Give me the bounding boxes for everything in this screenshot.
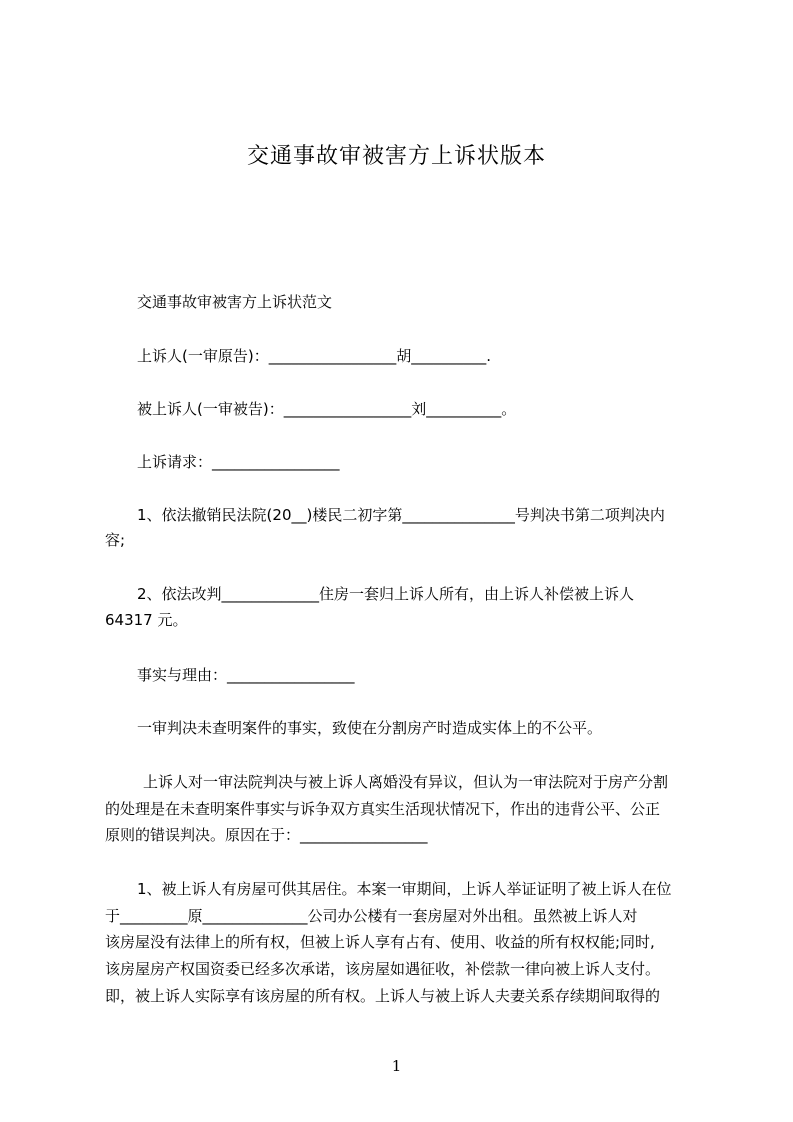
paragraph-2-line-4: 该房屋房产权国资委已经多次承诺，该房屋如遇征收，补偿款一律向被上诉人支付。	[105, 960, 661, 978]
paragraph-2-line-3: 该房屋没有法律上的所有权，但被上诉人享有占有、使用、收益的所有权权能;同时,	[105, 933, 655, 951]
request-item-1-line: 1、依法撤销民法院(20__)楼民二初字第_______________号判决书第二项判决内	[137, 506, 665, 524]
paragraph-1-line-2: 的处理是在未查明案件事实与诉争双方真实生活现状情况下，作出的违背公平、公正	[105, 800, 661, 818]
facts-heading-line: 事实与理由：_________________	[137, 666, 355, 684]
page-number: 1	[391, 1057, 402, 1075]
paragraph-2-line-5: 即，被上诉人实际享有该房屋的所有权。上诉人与被上诉人夫妻关系存续期间取得的	[105, 987, 661, 1005]
document-title: 交通事故审被害方上诉状版本	[246, 144, 546, 169]
facts-summary-line: 一审判决未查明案件的事实，致使在分割房产时造成实体上的不公平。	[137, 719, 603, 737]
paragraph-2-line-2: 于_________原______________公司办公楼有一套房屋对外出租。虽然被上诉人对	[105, 907, 638, 925]
subtitle-line: 交通事故审被害方上诉状范文	[137, 293, 333, 311]
request-item-2-continuation: 64317 元。	[105, 611, 188, 629]
paragraph-2-line-1: 1、被上诉人有房屋可供其居住。本案一审期间，上诉人举证证明了被上诉人在位	[137, 880, 672, 898]
paragraph-1-line-3: 原则的错误判决。原因在于：_________________	[105, 826, 428, 844]
request-item-1-continuation: 容;	[105, 531, 126, 549]
appeal-request-line: 上诉请求：_________________	[137, 453, 340, 471]
appellee-line: 被上诉人(一审被告)：_________________刘__________。	[137, 400, 517, 418]
appellant-line: 上诉人(一审原告)：_________________胡__________.	[137, 347, 491, 365]
paragraph-1-line-1: 上诉人对一审法院判决与被上诉人离婚没有异议，但认为一审法院对于房产分割	[143, 773, 669, 791]
request-item-2-line: 2、依法改判_____________住房一套归上诉人所有，由上诉人补偿被上诉人	[137, 585, 635, 603]
